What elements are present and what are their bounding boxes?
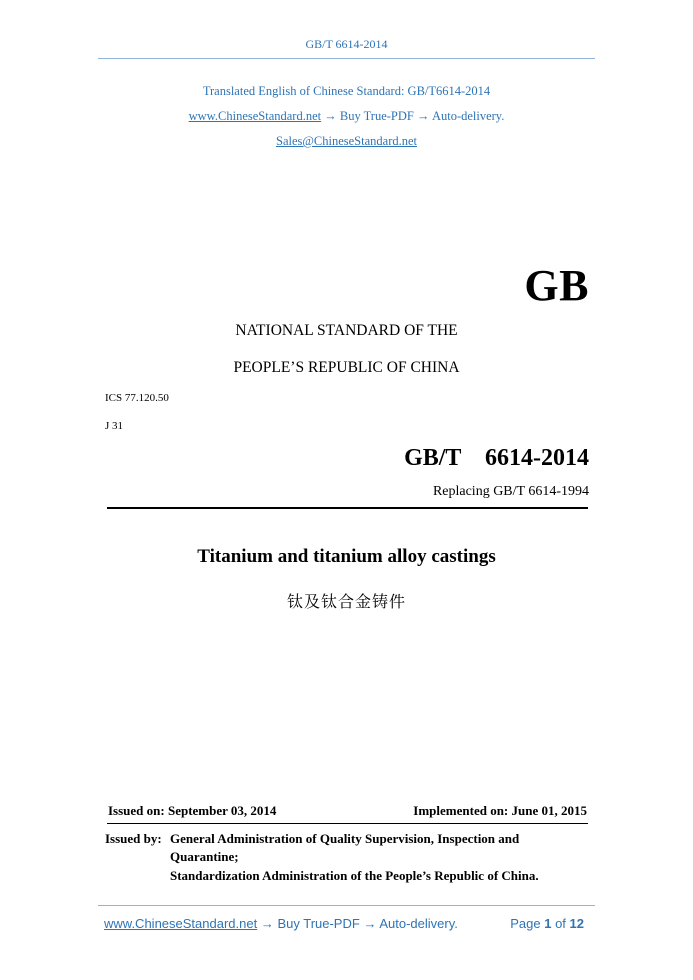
footer-divider (98, 905, 595, 906)
page-current: 1 (544, 916, 552, 931)
national-standard-line2: PEOPLE’S REPUBLIC OF CHINA (233, 359, 460, 376)
ics-code: ICS 77.120.50 (105, 392, 169, 404)
implemented-on-date: Implemented on: June 01, 2015 (413, 803, 587, 818)
page-header-title: GB/T 6614-2014 (305, 37, 388, 51)
gb-logo: GB (524, 261, 589, 310)
issuer-aqsiq-cont: Quarantine; (170, 849, 239, 864)
translation-notice: Translated English of Chinese Standard: GB/T6614-2014 (202, 84, 491, 98)
ccs-code: J 31 (105, 420, 124, 432)
header-divider (98, 58, 595, 59)
site-link[interactable]: www.ChineseStandard.net (188, 109, 322, 123)
footer-site-link[interactable]: www.ChineseStandard.net (104, 916, 258, 931)
footer-buy-text: Buy True-PDF (277, 916, 360, 931)
footer-delivery-text: Auto-delivery. (379, 916, 458, 931)
issuer-sac: Standardization Administration of the People’s Republic of China. (170, 868, 539, 883)
buy-pdf-text: Buy True-PDF (339, 109, 414, 123)
dates-divider (107, 823, 588, 824)
arrow-right-icon: → (417, 109, 430, 123)
document-title-cn: 钛及钛合金铸件 (286, 592, 406, 611)
issuer-aqsiq: General Administration of Quality Supervision, Inspection and (170, 831, 520, 846)
standard-code: GB/T 6614-2014 (404, 445, 589, 471)
page-number (510, 916, 584, 931)
footer-promo (104, 916, 458, 931)
title-divider (107, 507, 588, 509)
page-total: 12 (569, 916, 584, 931)
promo-line (0, 109, 693, 124)
issued-by-label: Issued by: (105, 831, 162, 846)
arrow-right-icon: → (363, 916, 377, 931)
auto-delivery-text: Auto-delivery. (431, 109, 505, 123)
issued-on-date: Issued on: September 03, 2014 (108, 803, 277, 818)
document-title-en: Titanium and titanium alloy castings (197, 546, 496, 567)
arrow-right-icon: → (324, 109, 337, 123)
page-label: Page (510, 916, 541, 931)
replacing-standard: Replacing GB/T 6614-1994 (432, 484, 589, 499)
arrow-right-icon: → (260, 916, 274, 931)
sales-email-link[interactable]: Sales@ChineseStandard.net (276, 134, 417, 148)
national-standard-line1: NATIONAL STANDARD OF THE (235, 322, 458, 339)
page-of: of (555, 916, 566, 931)
